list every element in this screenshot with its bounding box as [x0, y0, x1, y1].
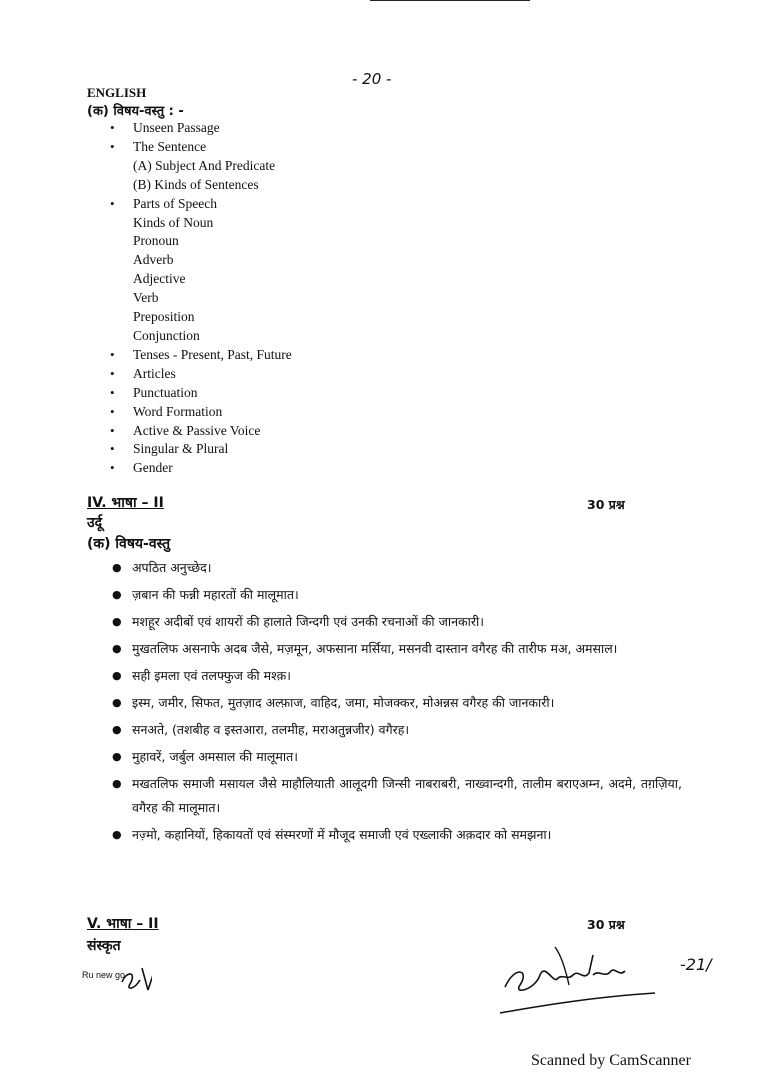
urdu-topic-list: [110, 556, 682, 850]
urdu-topic-item: ● अपठित अनुच्छेद।: [110, 556, 682, 580]
urdu-topic-item: ● मशहूर अदीबों एवं शायरों की हालाते जिन्दगी एवं उनकी रचनाओं की जानकारी।: [110, 610, 682, 634]
section-iv-language: उर्दू: [87, 515, 103, 531]
english-topic-item: • Singular & Plural: [110, 440, 510, 459]
section-iv-question-count: 30 प्रश्न: [587, 497, 625, 512]
english-topic-item: Adjective: [133, 271, 186, 287]
initials-scribble: [82, 960, 152, 1000]
english-topic-item: (B) Kinds of Sentences: [133, 176, 259, 192]
english-topic-item: • Tenses - Present, Past, Future: [110, 346, 510, 365]
english-topic-item: Adverb: [133, 252, 174, 268]
english-content-heading: (क) विषय-वस्तु : -: [87, 104, 184, 119]
handwritten-page-mark: -21/: [680, 955, 712, 974]
urdu-topic-item: ● नज़्मो, कहानियों, हिकायतों एवं संस्मरणों में मौजूद समाजी एवं एख्लाकी अक़दार को समझना।: [110, 823, 682, 847]
section-iv-heading: IV. भाषा – II: [87, 495, 164, 511]
initials-signature: [82, 960, 152, 1004]
signature-scribble: [495, 945, 665, 1025]
urdu-topic-item: ● मुखतलिफ असनाफे अदब जैसे, मज़मून, अफसाना मर्सिया, मसनवी दास्तान वगैरह की तारीफ मअ, अमसाल।: [110, 637, 682, 661]
section-iv-content-heading: (क) विषय-वस्तु: [87, 536, 171, 552]
english-topic-item: (A) Subject And Predicate: [133, 157, 276, 173]
urdu-topic-item: ● सही इमला एवं तलफ्फुज की मश्क़।: [110, 664, 682, 688]
english-topic-item: Kinds of Noun: [133, 214, 214, 230]
top-rule: [370, 0, 530, 1]
urdu-topic-item: ● मुहावरें, जर्बुल अमसाल की मालूमात।: [110, 745, 682, 769]
english-topic-item: Preposition: [133, 309, 195, 325]
page-number: - 20 -: [352, 70, 392, 88]
english-topic-item: • The Sentence: [110, 138, 510, 157]
urdu-topic-item: ● मखतलिफ समाजी मसायल जैसे माहौलियाती आलूदगी जिन्सी नाबराबरी, नाख्वान्दगी, तालीम बराएअम्न, अदमे, तग़ज़िया, वगैरह की मालूमात।: [110, 772, 682, 820]
section-v-language: संस्कृत: [87, 938, 121, 954]
english-topic-item: Verb: [133, 290, 159, 306]
english-title: ENGLISH: [87, 85, 147, 100]
scanner-watermark: Scanned by CamScanner: [531, 1052, 691, 1069]
small-handwritten-note: Ru new go: [82, 970, 126, 980]
english-topic-item: • Gender: [110, 459, 510, 478]
english-topic-item: • Unseen Passage: [110, 119, 510, 138]
english-topic-item: • Articles: [110, 365, 510, 384]
urdu-topic-item: ● इस्म, जमीर, सिफत, मुतज़ाद अल्फ़ाज, वाहिद, जमा, मोजक्कर, मोअन्नस वगैरह की जानकारी।: [110, 691, 682, 715]
signature: [495, 945, 665, 1029]
english-topic-item: Pronoun: [133, 233, 179, 249]
urdu-topic-item: ● ज़बान की फन्नी महारतों की मालूमात।: [110, 583, 682, 607]
english-topic-item: • Word Formation: [110, 403, 510, 422]
english-topic-item: • Active & Passive Voice: [110, 422, 510, 441]
english-topic-item: • Parts of Speech: [110, 195, 510, 214]
english-topic-list: [110, 119, 510, 478]
urdu-topic-item: ● सनअते, (तशबीह व इस्तआरा, तलमीह, मराअतुन्नजीर) वगैरह।: [110, 718, 682, 742]
section-v-heading: V. भाषा – II: [87, 916, 159, 932]
english-topic-item: • Punctuation: [110, 384, 510, 403]
section-v-question-count: 30 प्रश्न: [587, 917, 625, 932]
english-topic-item: Conjunction: [133, 327, 200, 343]
